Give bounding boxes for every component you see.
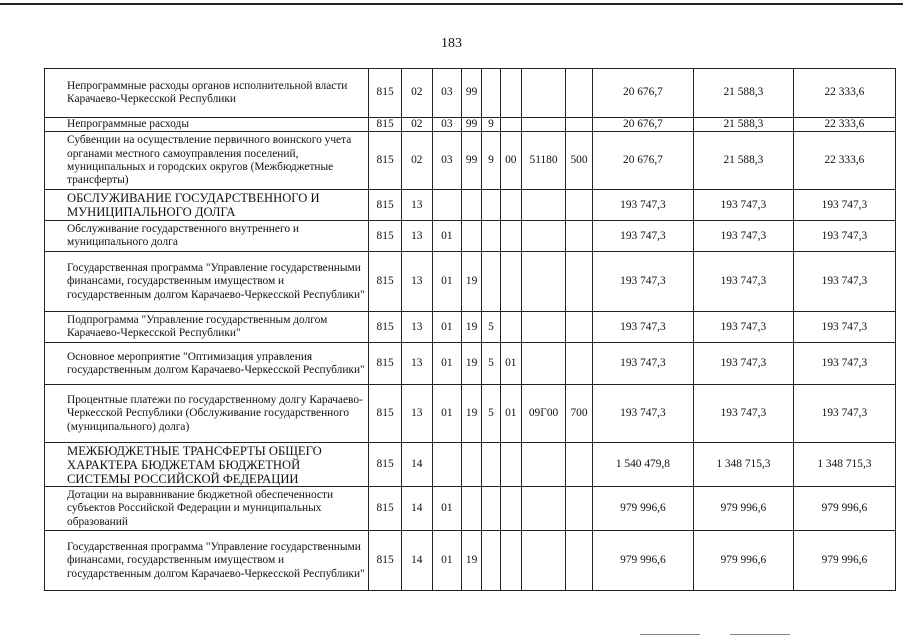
amount-y1: 193 747,3 [592,221,693,252]
code-c5: 5 [482,385,500,443]
amount-y2: 21 588,3 [693,132,793,190]
code-c3: 01 [432,343,461,385]
code-c7 [522,252,566,312]
row-name: МЕЖБЮДЖЕТНЫЕ ТРАНСФЕРТЫ ОБЩЕГО ХАРАКТЕРА БЮДЖЕТАМ БЮДЖЕТНОЙ СИСТЕМЫ РОССИЙСКОЙ ФЕДЕРАЦИИ [45,443,369,487]
code-c8 [566,443,593,487]
code-c5: 9 [482,132,500,190]
amount-y1: 1 540 479,8 [592,443,693,487]
code-c6 [500,252,521,312]
code-c2: 14 [401,487,432,531]
amount-y2: 1 348 715,3 [693,443,793,487]
amount-y2: 193 747,3 [693,343,793,385]
amount-y3: 193 747,3 [793,385,895,443]
amount-y2: 193 747,3 [693,252,793,312]
row-name: Субвенции на осуществление первичного воинского учета органами местного самоуправления поселений, муниципальных и городских округов (Межбюджетные трансферты) [45,132,369,190]
page-number: 183 [441,36,462,51]
amount-y2: 979 996,6 [693,487,793,531]
code-c6 [500,531,521,591]
row-name: Основное мероприятие "Оптимизация управления государственным долгом Карачаево-Черкесской Республики" [45,343,369,385]
table-row [45,190,896,221]
code-c3: 01 [432,385,461,443]
table-row [45,221,896,252]
code-c1: 815 [369,312,401,343]
table-row [45,487,896,531]
top-rule [0,3,903,5]
code-c8 [566,312,593,343]
amount-y3: 22 333,6 [793,118,895,132]
budget-table [44,68,896,591]
amount-y2: 21 588,3 [693,69,793,118]
amount-y1: 193 747,3 [592,252,693,312]
row-name: ОБСЛУЖИВАНИЕ ГОСУДАРСТВЕННОГО И МУНИЦИПАЛЬНОГО ДОЛГА [45,190,369,221]
code-c2: 02 [401,118,432,132]
code-c5 [482,531,500,591]
code-c1: 815 [369,221,401,252]
code-c3 [432,190,461,221]
code-c4: 19 [461,385,481,443]
code-c3: 03 [432,118,461,132]
code-c2: 02 [401,132,432,190]
code-c2: 13 [401,190,432,221]
code-c2: 13 [401,385,432,443]
code-c1: 815 [369,343,401,385]
table-row [45,118,896,132]
table-row [45,443,896,487]
code-c6 [500,69,521,118]
amount-y3: 193 747,3 [793,252,895,312]
code-c8: 700 [566,385,593,443]
table-row [45,252,896,312]
code-c4 [461,487,481,531]
code-c7 [522,312,566,343]
code-c5 [482,487,500,531]
code-c5 [482,190,500,221]
amount-y3: 1 348 715,3 [793,443,895,487]
code-c4: 19 [461,312,481,343]
code-c8 [566,252,593,312]
code-c3: 01 [432,487,461,531]
scan-mark [640,634,700,635]
code-c6: 01 [500,385,521,443]
code-c7 [522,343,566,385]
code-c7 [522,221,566,252]
amount-y3: 193 747,3 [793,190,895,221]
row-name: Подпрограмма "Управление государственным долгом Карачаево-Черкесской Республики" [45,312,369,343]
amount-y3: 22 333,6 [793,69,895,118]
row-name: Дотации на выравнивание бюджетной обеспеченности субъектов Российской Федерации и муниципальных образований [45,487,369,531]
code-c4: 99 [461,69,481,118]
code-c8 [566,118,593,132]
code-c8 [566,190,593,221]
code-c2: 13 [401,252,432,312]
code-c3 [432,443,461,487]
code-c1: 815 [369,252,401,312]
code-c8 [566,487,593,531]
code-c1: 815 [369,132,401,190]
table-row [45,69,896,118]
code-c3: 01 [432,252,461,312]
code-c4 [461,221,481,252]
amount-y3: 193 747,3 [793,343,895,385]
amount-y1: 193 747,3 [592,312,693,343]
code-c1: 815 [369,69,401,118]
row-name: Непрограммные расходы органов исполнительной власти Карачаево-Черкесской Республики [45,69,369,118]
code-c3: 01 [432,221,461,252]
code-c4: 99 [461,118,481,132]
code-c5: 5 [482,312,500,343]
amount-y1: 20 676,7 [592,69,693,118]
amount-y1: 193 747,3 [592,190,693,221]
code-c8 [566,221,593,252]
table-row [45,343,896,385]
code-c7 [522,69,566,118]
code-c6: 00 [500,132,521,190]
amount-y2: 193 747,3 [693,190,793,221]
table-row [45,132,896,190]
amount-y3: 979 996,6 [793,531,895,591]
code-c3: 01 [432,312,461,343]
amount-y1: 979 996,6 [592,487,693,531]
code-c7 [522,487,566,531]
code-c1: 815 [369,190,401,221]
code-c5: 5 [482,343,500,385]
code-c5 [482,443,500,487]
code-c1: 815 [369,531,401,591]
code-c5 [482,221,500,252]
code-c5: 9 [482,118,500,132]
code-c6 [500,487,521,531]
code-c3: 03 [432,69,461,118]
amount-y1: 193 747,3 [592,343,693,385]
code-c2: 14 [401,531,432,591]
code-c4 [461,190,481,221]
code-c7 [522,190,566,221]
code-c2: 02 [401,69,432,118]
code-c2: 13 [401,343,432,385]
row-name: Обслуживание государственного внутреннего и муниципального долга [45,221,369,252]
row-name: Непрограммные расходы [45,118,369,132]
code-c2: 13 [401,312,432,343]
amount-y1: 193 747,3 [592,385,693,443]
code-c4: 19 [461,343,481,385]
code-c8 [566,531,593,591]
code-c4: 99 [461,132,481,190]
code-c6 [500,190,521,221]
code-c1: 815 [369,118,401,132]
table-body [45,69,896,591]
amount-y2: 21 588,3 [693,118,793,132]
amount-y1: 20 676,7 [592,118,693,132]
table-row [45,531,896,591]
code-c7 [522,443,566,487]
amount-y2: 193 747,3 [693,312,793,343]
code-c8 [566,69,593,118]
code-c7 [522,118,566,132]
code-c4: 19 [461,252,481,312]
code-c6: 01 [500,343,521,385]
code-c1: 815 [369,487,401,531]
code-c5 [482,69,500,118]
code-c7: 09Г00 [522,385,566,443]
code-c2: 13 [401,221,432,252]
code-c1: 815 [369,385,401,443]
code-c1: 815 [369,443,401,487]
row-name: Процентные платежи по государственному долгу Карачаево-Черкесской Республики (Обслуживание государственного (муниципального) долга) [45,385,369,443]
code-c4: 19 [461,531,481,591]
amount-y1: 979 996,6 [592,531,693,591]
amount-y2: 979 996,6 [693,531,793,591]
code-c7 [522,531,566,591]
code-c6 [500,118,521,132]
code-c6 [500,221,521,252]
row-name: Государственная программа "Управление государственными финансами, государственным имуществом и государственным долгом Карачаево-Черкесской Республики" [45,531,369,591]
row-name: Государственная программа "Управление государственными финансами, государственным имуществом и государственным долгом Карачаево-Черкесской Республики" [45,252,369,312]
code-c3: 03 [432,132,461,190]
code-c3: 01 [432,531,461,591]
code-c8: 500 [566,132,593,190]
amount-y3: 979 996,6 [793,487,895,531]
scan-mark [730,634,790,635]
code-c5 [482,252,500,312]
table-row [45,312,896,343]
code-c4 [461,443,481,487]
table-row [45,385,896,443]
code-c6 [500,312,521,343]
code-c7: 51180 [522,132,566,190]
amount-y2: 193 747,3 [693,385,793,443]
amount-y2: 193 747,3 [693,221,793,252]
code-c8 [566,343,593,385]
code-c6 [500,443,521,487]
amount-y3: 193 747,3 [793,221,895,252]
amount-y3: 193 747,3 [793,312,895,343]
code-c2: 14 [401,443,432,487]
amount-y3: 22 333,6 [793,132,895,190]
amount-y1: 20 676,7 [592,132,693,190]
